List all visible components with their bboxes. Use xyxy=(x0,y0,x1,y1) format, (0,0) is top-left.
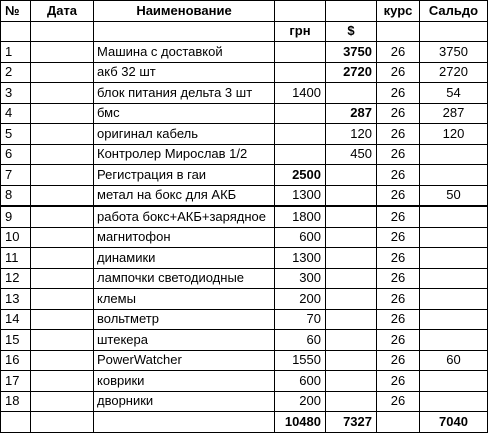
table-row xyxy=(1,309,488,330)
row-rate-cell[interactable]: 26 xyxy=(377,309,420,330)
row-date-cell[interactable] xyxy=(31,350,94,371)
row-usd-cell[interactable]: 287 xyxy=(326,103,377,124)
row-usd-cell[interactable] xyxy=(326,83,377,104)
row-saldo-cell[interactable] xyxy=(420,289,488,310)
row-name-cell[interactable]: лампочки светодиодные xyxy=(94,268,275,289)
row-saldo-cell[interactable] xyxy=(420,268,488,289)
table-row xyxy=(1,83,488,104)
row-grn-cell[interactable]: 1300 xyxy=(275,248,326,269)
row-rate-cell[interactable]: 26 xyxy=(377,124,420,145)
row-date-cell[interactable] xyxy=(31,391,94,412)
row-rate-cell[interactable]: 26 xyxy=(377,185,420,206)
subheader-grn[interactable]: грн xyxy=(275,21,326,42)
subheader-rate-cell[interactable] xyxy=(377,21,420,42)
row-num-cell[interactable]: 11 xyxy=(1,248,31,269)
row-date-cell[interactable] xyxy=(31,330,94,351)
row-name-cell[interactable]: PowerWatcher xyxy=(94,350,275,371)
row-rate-cell[interactable]: 26 xyxy=(377,144,420,165)
table-row xyxy=(1,144,488,165)
row-name-cell[interactable]: бмс xyxy=(94,103,275,124)
row-date-cell[interactable] xyxy=(31,185,94,206)
row-name-cell[interactable]: Контролер Мирослав 1/2 xyxy=(94,144,275,165)
row-num-cell[interactable]: 17 xyxy=(1,371,31,392)
row-num-cell[interactable]: 7 xyxy=(1,165,31,186)
row-grn-cell[interactable]: 200 xyxy=(275,391,326,412)
row-usd-cell[interactable]: 2720 xyxy=(326,62,377,83)
row-rate-cell[interactable]: 26 xyxy=(377,206,420,227)
table-row xyxy=(1,371,488,392)
row-num-cell[interactable]: 3 xyxy=(1,83,31,104)
row-date-cell[interactable] xyxy=(31,124,94,145)
row-date-cell[interactable] xyxy=(31,289,94,310)
row-date-cell[interactable] xyxy=(31,248,94,269)
row-date-cell[interactable] xyxy=(31,227,94,248)
row-grn-cell[interactable] xyxy=(275,144,326,165)
subheader-num-cell[interactable] xyxy=(1,21,31,42)
row-rate-cell[interactable]: 26 xyxy=(377,248,420,269)
row-rate-cell[interactable]: 26 xyxy=(377,289,420,310)
row-num-cell[interactable]: 10 xyxy=(1,227,31,248)
header-name[interactable]: Наименование xyxy=(94,1,275,22)
row-rate-cell[interactable]: 26 xyxy=(377,103,420,124)
header-row xyxy=(1,1,488,22)
row-saldo-cell[interactable]: 3750 xyxy=(420,42,488,63)
row-usd-cell[interactable] xyxy=(326,227,377,248)
row-usd-cell[interactable]: 3750 xyxy=(326,42,377,63)
row-usd-cell[interactable] xyxy=(326,206,377,227)
row-date-cell[interactable] xyxy=(31,62,94,83)
subheader-date-cell[interactable] xyxy=(31,21,94,42)
row-rate-cell[interactable]: 26 xyxy=(377,350,420,371)
row-usd-cell[interactable]: 450 xyxy=(326,144,377,165)
header-rate[interactable]: курс xyxy=(377,1,420,22)
row-rate-cell[interactable]: 26 xyxy=(377,42,420,63)
header-grn[interactable] xyxy=(275,1,326,22)
row-usd-cell[interactable] xyxy=(326,165,377,186)
row-name-cell[interactable]: работа бокс+АКБ+зарядное xyxy=(94,206,275,227)
row-num-cell[interactable]: 14 xyxy=(1,309,31,330)
row-rate-cell[interactable]: 26 xyxy=(377,330,420,351)
row-saldo-cell[interactable]: 54 xyxy=(420,83,488,104)
table-row xyxy=(1,227,488,248)
row-num-cell[interactable]: 9 xyxy=(1,206,31,227)
row-name-cell[interactable]: Регистрация в гаи xyxy=(94,165,275,186)
row-usd-cell[interactable] xyxy=(326,289,377,310)
row-grn-cell[interactable]: 300 xyxy=(275,268,326,289)
table-row xyxy=(1,289,488,310)
row-saldo-cell[interactable] xyxy=(420,309,488,330)
row-name-cell[interactable]: магнитофон xyxy=(94,227,275,248)
table-row xyxy=(1,124,488,145)
row-usd-cell[interactable] xyxy=(326,248,377,269)
table-row xyxy=(1,330,488,351)
table-row xyxy=(1,391,488,412)
row-grn-cell[interactable]: 600 xyxy=(275,371,326,392)
table-row xyxy=(1,62,488,83)
row-num-cell[interactable]: 8 xyxy=(1,185,31,206)
row-rate-cell[interactable]: 26 xyxy=(377,268,420,289)
subheader-saldo-cell[interactable] xyxy=(420,21,488,42)
total-rate-cell[interactable] xyxy=(377,412,420,433)
row-grn-cell[interactable]: 1800 xyxy=(275,206,326,227)
row-grn-cell[interactable] xyxy=(275,42,326,63)
row-num-cell[interactable]: 12 xyxy=(1,268,31,289)
row-num-cell[interactable]: 15 xyxy=(1,330,31,351)
table-row xyxy=(1,350,488,371)
row-rate-cell[interactable]: 26 xyxy=(377,165,420,186)
row-usd-cell[interactable] xyxy=(326,185,377,206)
table-row xyxy=(1,42,488,63)
table-row xyxy=(1,268,488,289)
total-date-cell[interactable] xyxy=(31,412,94,433)
row-saldo-cell[interactable] xyxy=(420,330,488,351)
row-date-cell[interactable] xyxy=(31,371,94,392)
total-saldo[interactable]: 7040 xyxy=(420,412,488,433)
row-name-cell[interactable]: акб 32 шт xyxy=(94,62,275,83)
subheader-usd[interactable]: $ xyxy=(326,21,377,42)
table-row xyxy=(1,248,488,269)
row-rate-cell[interactable]: 26 xyxy=(377,83,420,104)
row-date-cell[interactable] xyxy=(31,144,94,165)
row-date-cell[interactable] xyxy=(31,42,94,63)
row-usd-cell[interactable] xyxy=(326,330,377,351)
total-num-cell[interactable] xyxy=(1,412,31,433)
row-rate-cell[interactable]: 26 xyxy=(377,62,420,83)
total-name-cell[interactable] xyxy=(94,412,275,433)
row-rate-cell[interactable]: 26 xyxy=(377,227,420,248)
row-saldo-cell[interactable]: 50 xyxy=(420,185,488,206)
row-grn-cell[interactable]: 70 xyxy=(275,309,326,330)
subheader-row xyxy=(1,21,488,42)
row-rate-cell[interactable]: 26 xyxy=(377,371,420,392)
row-num-cell[interactable]: 1 xyxy=(1,42,31,63)
row-num-cell[interactable]: 13 xyxy=(1,289,31,310)
row-saldo-cell[interactable] xyxy=(420,248,488,269)
row-num-cell[interactable]: 2 xyxy=(1,62,31,83)
row-date-cell[interactable] xyxy=(31,206,94,227)
row-saldo-cell[interactable] xyxy=(420,227,488,248)
row-grn-cell[interactable]: 60 xyxy=(275,330,326,351)
total-usd[interactable]: 7327 xyxy=(326,412,377,433)
row-name-cell[interactable]: блок питания дельта 3 шт xyxy=(94,83,275,104)
row-saldo-cell[interactable]: 2720 xyxy=(420,62,488,83)
header-usd[interactable] xyxy=(326,1,377,22)
row-grn-cell[interactable]: 200 xyxy=(275,289,326,310)
row-grn-cell[interactable] xyxy=(275,103,326,124)
row-rate-cell[interactable]: 26 xyxy=(377,391,420,412)
row-name-cell[interactable]: динамики xyxy=(94,248,275,269)
row-num-cell[interactable]: 16 xyxy=(1,350,31,371)
row-grn-cell[interactable]: 1300 xyxy=(275,185,326,206)
row-usd-cell[interactable]: 120 xyxy=(326,124,377,145)
header-date[interactable]: Дата xyxy=(31,1,94,22)
table-row xyxy=(1,206,488,227)
row-saldo-cell[interactable]: 60 xyxy=(420,350,488,371)
row-name-cell[interactable]: коврики xyxy=(94,371,275,392)
row-saldo-cell[interactable] xyxy=(420,165,488,186)
row-grn-cell[interactable] xyxy=(275,124,326,145)
totals-row xyxy=(1,412,488,433)
row-saldo-cell[interactable] xyxy=(420,371,488,392)
row-num-cell[interactable]: 4 xyxy=(1,103,31,124)
row-saldo-cell[interactable]: 287 xyxy=(420,103,488,124)
row-date-cell[interactable] xyxy=(31,165,94,186)
row-grn-cell[interactable]: 600 xyxy=(275,227,326,248)
row-name-cell[interactable]: вольтметр xyxy=(94,309,275,330)
table-row xyxy=(1,185,488,206)
row-usd-cell[interactable] xyxy=(326,309,377,330)
row-name-cell[interactable]: клемы xyxy=(94,289,275,310)
row-num-cell[interactable]: 18 xyxy=(1,391,31,412)
subheader-name-cell[interactable] xyxy=(94,21,275,42)
row-name-cell[interactable]: дворники xyxy=(94,391,275,412)
row-num-cell[interactable]: 6 xyxy=(1,144,31,165)
row-name-cell[interactable]: Машина с доставкой xyxy=(94,42,275,63)
row-date-cell[interactable] xyxy=(31,83,94,104)
row-grn-cell[interactable]: 1550 xyxy=(275,350,326,371)
table-row xyxy=(1,165,488,186)
row-date-cell[interactable] xyxy=(31,268,94,289)
row-saldo-cell[interactable] xyxy=(420,391,488,412)
header-saldo[interactable]: Сальдо xyxy=(420,1,488,22)
header-num[interactable]: № xyxy=(1,1,31,22)
row-name-cell[interactable]: метал на бокс для АКБ xyxy=(94,185,275,206)
row-name-cell[interactable]: оригинал кабель xyxy=(94,124,275,145)
row-saldo-cell[interactable]: 120 xyxy=(420,124,488,145)
row-grn-cell[interactable]: 1400 xyxy=(275,83,326,104)
row-usd-cell[interactable] xyxy=(326,268,377,289)
row-grn-cell[interactable] xyxy=(275,62,326,83)
row-usd-cell[interactable] xyxy=(326,371,377,392)
row-usd-cell[interactable] xyxy=(326,350,377,371)
row-saldo-cell[interactable] xyxy=(420,144,488,165)
total-grn[interactable]: 10480 xyxy=(275,412,326,433)
row-num-cell[interactable]: 5 xyxy=(1,124,31,145)
row-grn-cell[interactable]: 2500 xyxy=(275,165,326,186)
row-name-cell[interactable]: штекера xyxy=(94,330,275,351)
row-usd-cell[interactable] xyxy=(326,391,377,412)
row-date-cell[interactable] xyxy=(31,309,94,330)
table-row xyxy=(1,103,488,124)
row-date-cell[interactable] xyxy=(31,103,94,124)
row-saldo-cell[interactable] xyxy=(420,206,488,227)
